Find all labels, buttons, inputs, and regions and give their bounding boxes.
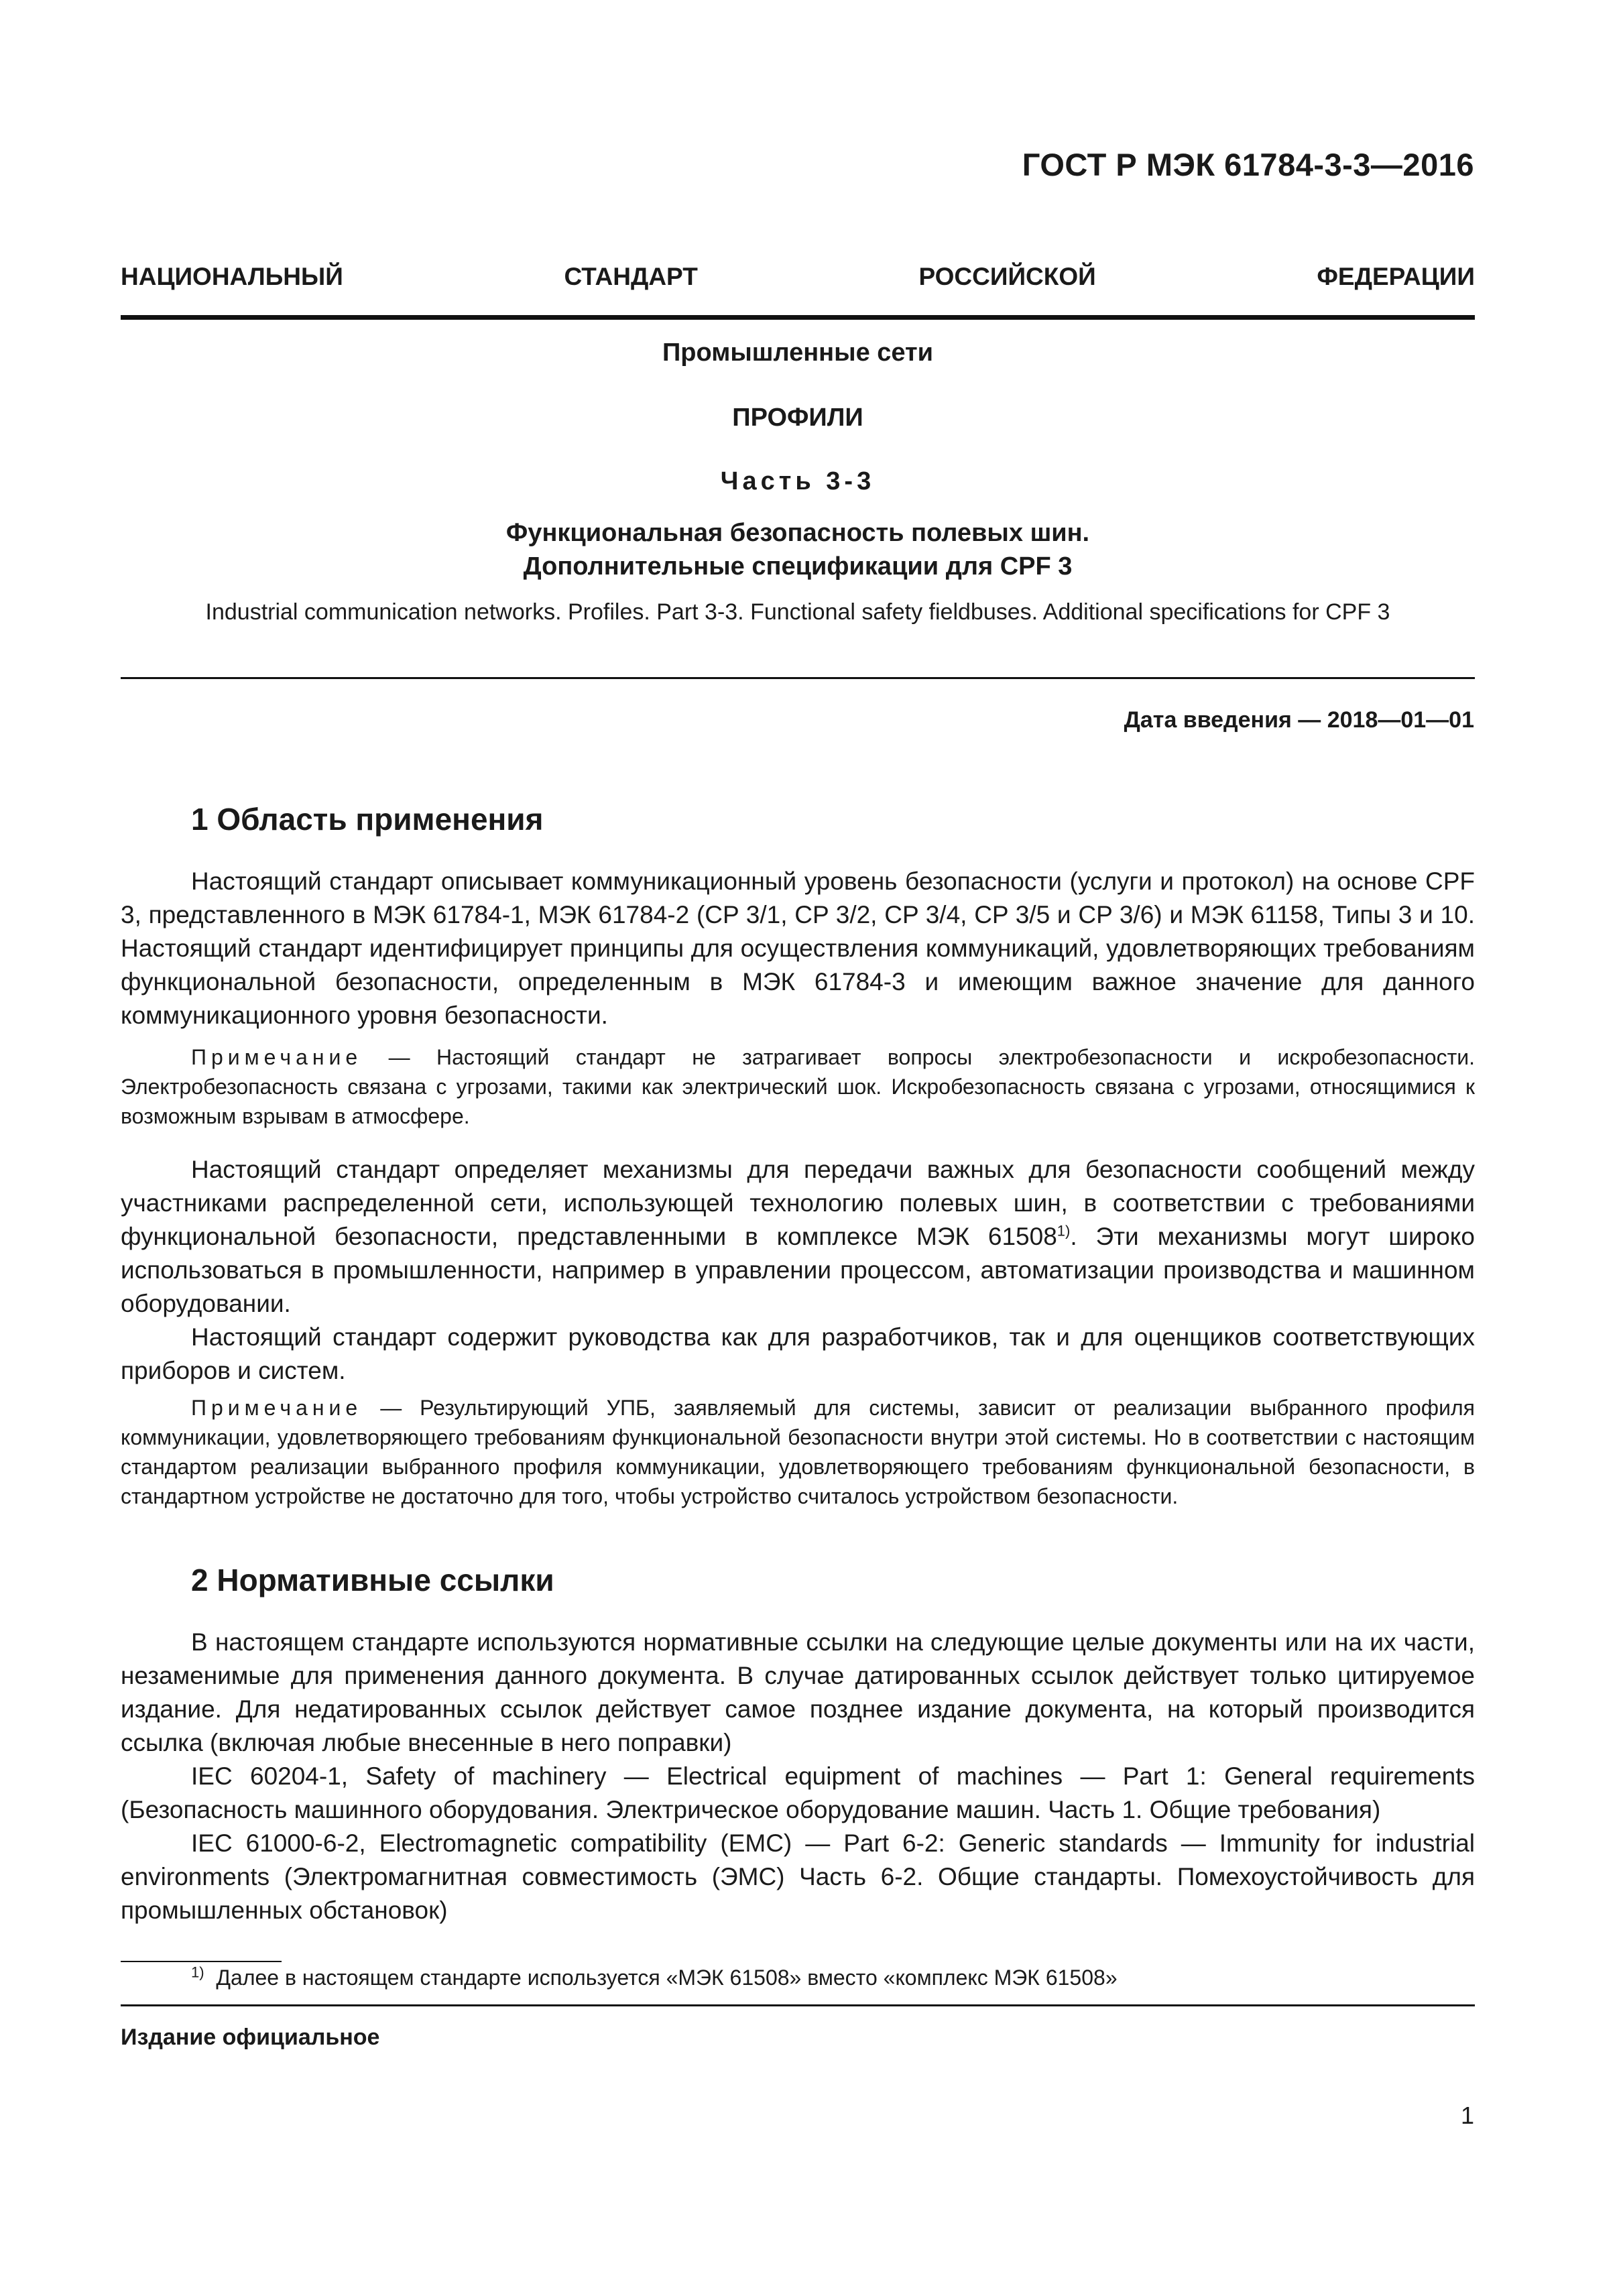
section1-para2 <box>121 1153 1475 1388</box>
reference-2: IEC 61000-6-2, Electromagnetic compatibility (EMC) — Part 6-2: Generic standards — Immunity for industrial environments (Электромагнитная совместимость (ЭМС) Часть 6-2. Общие стандарты. Помехоустойчивость для промышленных обстановок) <box>121 1829 1475 1924</box>
note-text: — Настоящий стандарт не затрагивает вопросы электробезопасности и искробезопасности. Электробезопасность связана с угрозами, такими как электрический шок. Искробезопасность связана с угрозами, относящимися к возможным взрывам в атмосфере. <box>121 1045 1475 1128</box>
note-text: — Результирующий УПБ, заявляемый для системы, зависит от реализации выбранного профиля коммуникации, удовлетворяющего требованиям функциональной безопасности внутри этой системы. Но в соответствии с настоящим стандартом реализации выбранного профиля коммуникации, удовлетворяющего требованиям функциональной безопасности, в стандартном устройстве не достаточно для того, чтобы устройство считалось устройством безопасности. <box>121 1396 1475 1508</box>
reference-1: IEC 60204-1, Safety of machinery — Electrical equipment of machines — Part 1: General requirements (Безопасность машинного оборудования. Электрическое оборудование машин. Часть 1. Общие требования) <box>121 1762 1475 1823</box>
english-title: Industrial communication networks. Profiles. Part 3-3. Functional safety fieldbuses. Additional specifications for CPF 3 <box>205 599 1390 625</box>
section1-para1 <box>121 865 1475 1032</box>
page-number: 1 <box>1460 2102 1474 2129</box>
national-standard-title: НАЦИОНАЛЬНЫЙ СТАНДАРТ РОССИЙСКОЙ ФЕДЕРАЦИИ <box>121 263 1475 290</box>
footer-rule <box>121 2004 1475 2006</box>
para-text-cont: . Эти механизмы могут широко использоваться в промышленности, например в управлении процессом, автоматизации производства и машинном оборудовании. <box>121 1223 1475 1317</box>
subtitle-line2: Дополнительные спецификации для CPF 3 <box>523 552 1073 581</box>
section1-heading: 1 Область применения <box>191 802 544 837</box>
note-label: Примечание <box>191 1045 363 1069</box>
para-text: Настоящий стандарт описывает коммуникационный уровень безопасности (услуги и протокол) на основе CPF 3, представленного в МЭК 61784-1, МЭК 61784-2 (CP 3/1, CP 3/2, CP 3/4, CP 3/5 и CP 3/6) и МЭК 61158, Типы 3 и 10. Настоящий стандарт идентифицирует принципы для осуществления коммуникаций, удовлетворяющих требованиям функциональной безопасности, определенным в МЭК 61784-3 и имеющим важное значение для данного коммуникационного уровня безопасности. <box>121 867 1475 1029</box>
note-label: Примечание <box>191 1396 363 1420</box>
section1-note2 <box>121 1393 1475 1511</box>
section2-body <box>121 1626 1475 1927</box>
title-rule <box>121 677 1475 679</box>
section2-heading: 2 Нормативные ссылки <box>191 1563 554 1597</box>
title-part: Часть 3-3 <box>720 467 876 495</box>
section1-note1 <box>121 1042 1475 1131</box>
title-line2: ПРОФИЛИ <box>732 404 863 432</box>
subtitle-line1: Функциональная безопасность полевых шин. <box>505 519 1090 547</box>
title-line1: Промышленные сети <box>662 339 934 367</box>
footnote-ref: 1) <box>1057 1222 1071 1240</box>
section2-para1: В настоящем стандарте используются нормативные ссылки на следующие целые документы или на их части, незаменимые для применения данного документа. В случае датированных ссылок действует только цитируемое издание. Для недатированных ссылок действует самое позднее издание документа, на который производится ссылка (включая любые внесенные в него поправки) <box>121 1628 1475 1756</box>
section1-para3: Настоящий стандарт содержит руководства как для разработчиков, так и для оценщиков соответствующих приборов и систем. <box>121 1323 1475 1384</box>
official-edition: Издание официальное <box>121 2025 380 2050</box>
footnote-rule <box>121 1961 282 1962</box>
footnote-marker: 1) <box>191 1963 204 1981</box>
footnote-text: Далее в настоящем стандарте используется «МЭК 61508» вместо «комплекс МЭК 61508» <box>216 1966 1118 1990</box>
gost-code: ГОСТ Р МЭК 61784-3-3—2016 <box>1022 147 1474 182</box>
footnote <box>191 1963 1118 1990</box>
introduction-date: Дата введения — 2018—01—01 <box>1124 707 1474 733</box>
title-subtitle <box>121 516 1475 583</box>
header-rule <box>121 315 1475 320</box>
para-text: Настоящий стандарт определяет механизмы для передачи важных для безопасности сообщений между участниками распределенной сети, использующей технологию полевых шин, в соответствии с требованиями функциональной безопасности, представленными в комплексе МЭК 61508 <box>121 1156 1475 1250</box>
